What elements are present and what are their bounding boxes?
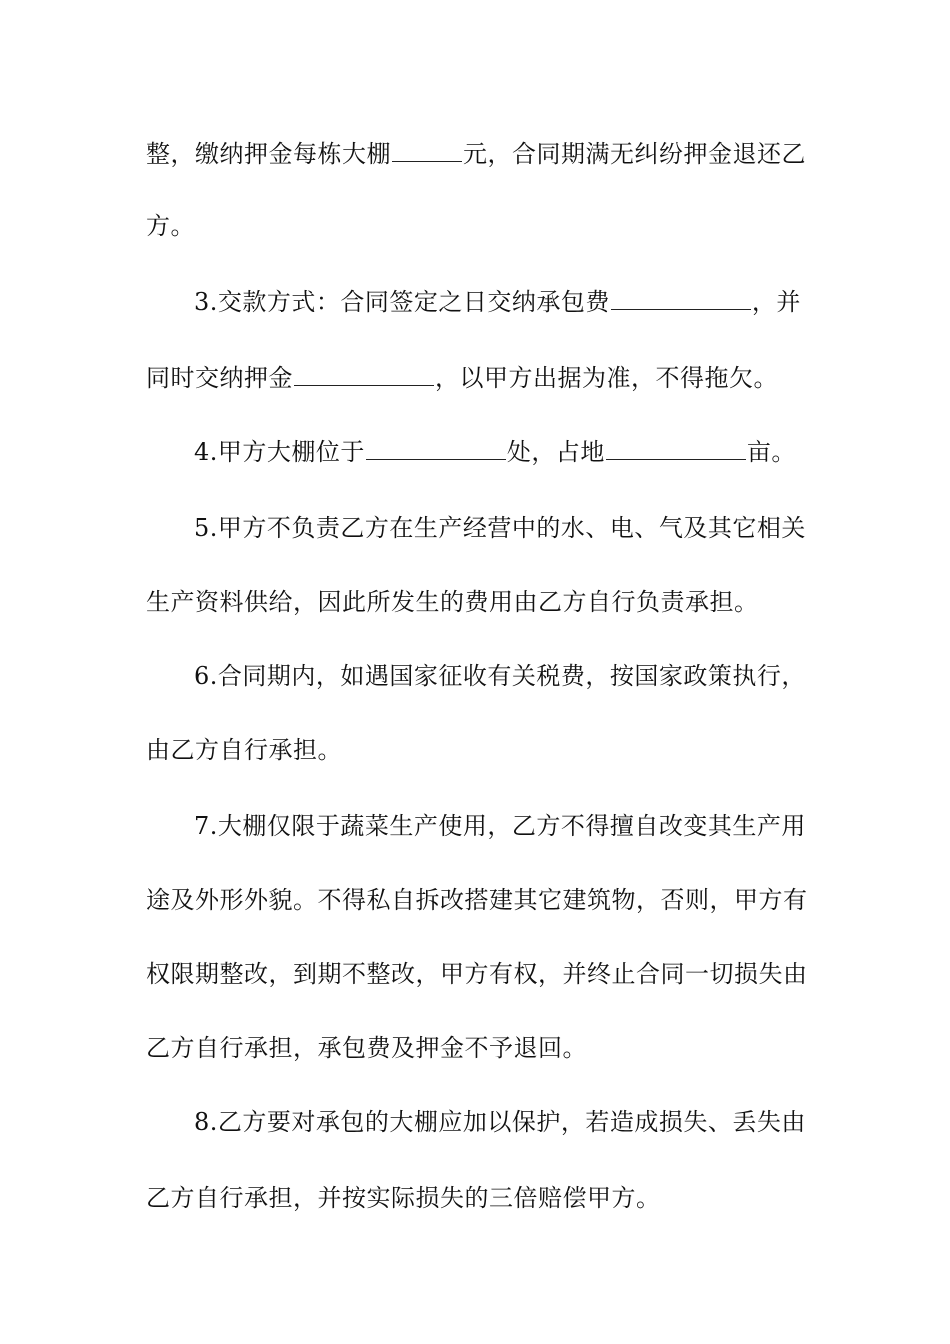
para-3-text-d: ，以甲方出据为准，不得拖欠。	[435, 364, 778, 392]
para-6-line-2: 由乙方自行承担。	[146, 736, 342, 764]
para-8-line-1: 8.乙方要对承包的大棚应加以保护，若造成损失、丢失由	[194, 1108, 806, 1136]
location-blank	[366, 437, 506, 460]
para-2-line-2: 方。	[146, 212, 195, 240]
para-3-text-b: ，并	[751, 288, 801, 316]
para-2-line-1	[146, 138, 806, 170]
area-blank	[606, 437, 746, 460]
para-3-text-a: 3.交款方式：合同签定之日交纳承包费	[194, 288, 610, 316]
deposit-amount-blank	[392, 139, 462, 162]
para-2-text-b: 元，合同期满无纠纷押金退还乙	[463, 140, 806, 168]
para-8-line-2: 乙方自行承担，并按实际损失的三倍赔偿甲方。	[146, 1184, 661, 1212]
para-3-line-1	[194, 286, 806, 318]
para-4-line-1	[194, 436, 806, 468]
para-5-line-2: 生产资料供给，因此所发生的费用由乙方自行负责承担。	[146, 588, 759, 616]
para-6-line-1: 6.合同期内，如遇国家征收有关税费，按国家政策执行，	[194, 662, 806, 690]
para-3-line-2	[146, 362, 806, 394]
para-7-line-3: 权限期整改，到期不整改，甲方有权，并终止合同一切损失由	[146, 960, 808, 988]
contract-fee-blank	[611, 287, 751, 310]
para-3-text-c: 同时交纳押金	[146, 364, 293, 392]
para-7-line-2: 途及外形外貌。不得私自拆改搭建其它建筑物，否则，甲方有	[146, 886, 808, 914]
para-4-text-b: 处，占地	[506, 438, 605, 466]
para-7-line-4: 乙方自行承担，承包费及押金不予退回。	[146, 1034, 587, 1062]
para-4-text-c: 亩。	[746, 438, 796, 466]
para-2-text-a: 整，缴纳押金每栋大棚	[146, 140, 391, 168]
para-7-line-1: 7.大棚仅限于蔬菜生产使用，乙方不得擅自改变其生产用	[194, 812, 806, 840]
para-4-text-a: 4.甲方大棚位于	[194, 438, 365, 466]
para-5-line-1: 5.甲方不负责乙方在生产经营中的水、电、气及其它相关	[194, 514, 806, 542]
deposit-blank	[294, 363, 434, 386]
